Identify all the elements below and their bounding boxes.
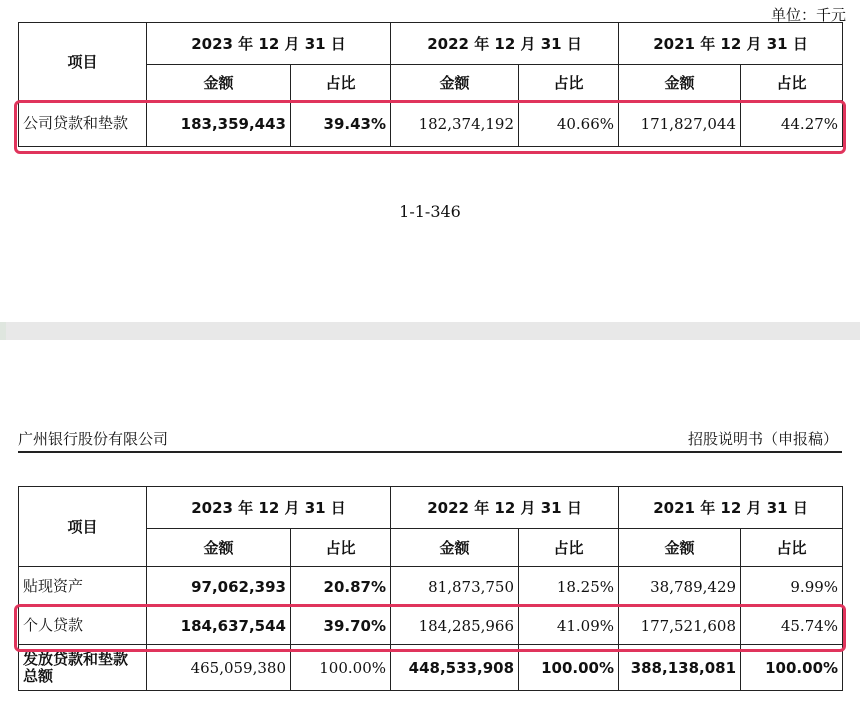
- page-number: 1-1-346: [399, 202, 461, 221]
- table-row: [19, 101, 843, 147]
- cell-amount-2022: 81,873,750: [391, 567, 519, 607]
- header-date-2023: 2023 年 12 月 31 日: [147, 487, 391, 529]
- cell-ratio-2022: 100.00%: [519, 645, 619, 691]
- document-title: 招股说明书（申报稿）: [687, 430, 838, 448]
- cell-amount-2022: 448,533,908: [391, 645, 519, 691]
- header-ratio: 占比: [741, 529, 843, 567]
- header-ratio: 占比: [291, 65, 391, 101]
- cell-amount-2022: 184,285,966: [391, 607, 519, 645]
- cell-amount-2021: 177,521,608: [619, 607, 741, 645]
- row-item: 发放贷款和垫款总额: [19, 645, 147, 691]
- company-name: 广州银行股份有限公司: [18, 430, 169, 448]
- unit-label: 单位：千元: [770, 6, 846, 24]
- cell-ratio-2023: 100.00%: [291, 645, 391, 691]
- header-rule: [18, 451, 842, 453]
- cell-amount-2022: 182,374,192: [391, 101, 519, 147]
- header-amount: 金额: [391, 529, 519, 567]
- cell-ratio-2021: 44.27%: [741, 101, 843, 147]
- header-item: 项目: [19, 23, 147, 101]
- cell-ratio-2021: 9.99%: [741, 567, 843, 607]
- page-1: [0, 0, 860, 322]
- cell-ratio-2021: 100.00%: [741, 645, 843, 691]
- table-row: [19, 567, 843, 607]
- header-date-2021: 2021 年 12 月 31 日: [619, 23, 843, 65]
- row-item: 公司贷款和垫款: [19, 101, 147, 147]
- table-row-total: [19, 645, 843, 691]
- cell-amount-2023: 184,637,544: [147, 607, 291, 645]
- header-date-2022: 2022 年 12 月 31 日: [391, 23, 619, 65]
- cell-amount-2023: 465,059,380: [147, 645, 291, 691]
- cell-amount-2023: 97,062,393: [147, 567, 291, 607]
- header-ratio: 占比: [291, 529, 391, 567]
- header-ratio: 占比: [741, 65, 843, 101]
- cell-ratio-2023: 39.43%: [291, 101, 391, 147]
- header-amount: 金额: [619, 65, 741, 101]
- cell-amount-2021: 38,789,429: [619, 567, 741, 607]
- cell-ratio-2023: 39.70%: [291, 607, 391, 645]
- header-ratio: 占比: [519, 529, 619, 567]
- cell-amount-2023: 183,359,443: [147, 101, 291, 147]
- cell-ratio-2022: 41.09%: [519, 607, 619, 645]
- row-item: 贴现资产: [19, 567, 147, 607]
- loan-table-top: [18, 22, 843, 147]
- page-2: [0, 340, 860, 706]
- cell-ratio-2021: 45.74%: [741, 607, 843, 645]
- header-date-2022: 2022 年 12 月 31 日: [391, 487, 619, 529]
- header-date-2023: 2023 年 12 月 31 日: [147, 23, 391, 65]
- header-ratio: 占比: [519, 65, 619, 101]
- cell-ratio-2023: 20.87%: [291, 567, 391, 607]
- header-amount: 金额: [619, 529, 741, 567]
- table-row: [19, 607, 843, 645]
- header-amount: 金额: [147, 529, 291, 567]
- cell-amount-2021: 388,138,081: [619, 645, 741, 691]
- cell-amount-2021: 171,827,044: [619, 101, 741, 147]
- loan-table-bottom: [18, 486, 843, 691]
- header-item: 项目: [19, 487, 147, 567]
- header-amount: 金额: [147, 65, 291, 101]
- cell-ratio-2022: 40.66%: [519, 101, 619, 147]
- row-item: 个人贷款: [19, 607, 147, 645]
- header-amount: 金额: [391, 65, 519, 101]
- header-date-2021: 2021 年 12 月 31 日: [619, 487, 843, 529]
- cell-ratio-2022: 18.25%: [519, 567, 619, 607]
